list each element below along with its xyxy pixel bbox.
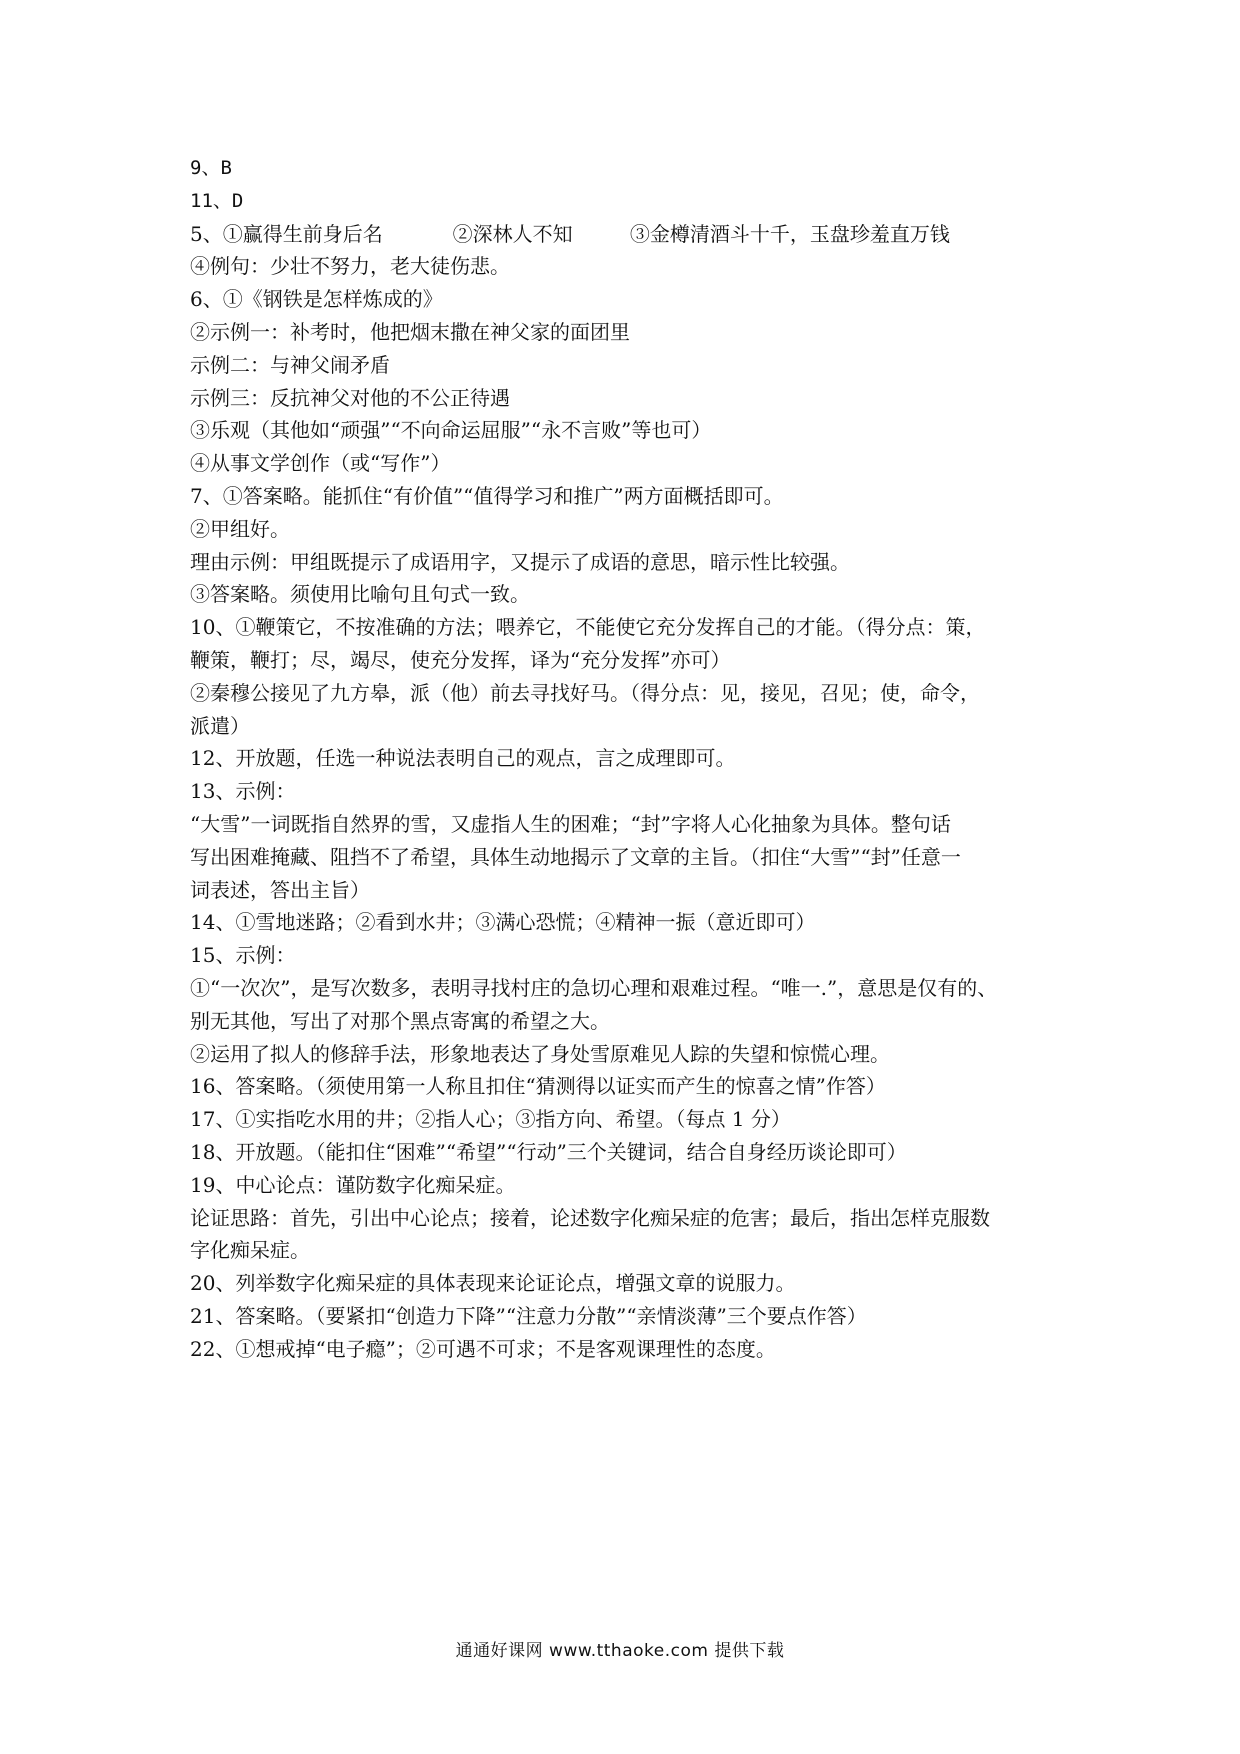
- answer-line: 鞭策，鞭打；尽，竭尽，使充分发挥，译为“充分发挥”亦可）: [190, 647, 731, 672]
- answer-line: 15、示例：: [190, 943, 296, 968]
- answer-line: 12、开放题，任选一种说法表明自己的观点，言之成理即可。: [190, 746, 736, 771]
- answer-line: 22、①想戒掉“电子瘾”；②可遇不可求；不是客观课理性的态度。: [190, 1336, 776, 1361]
- answer-line: ②示例一：补考时，他把烟末撒在神父家的面团里: [190, 319, 630, 344]
- answer-line: 写出困难掩藏、阻挡不了希望，具体生动地揭示了文章的主旨。（扣住“大雪”“封”任意一: [190, 844, 961, 869]
- page-footer: 通通好课网 www.tthaoke.com 提供下载: [455, 1641, 785, 1661]
- answer-line: ③乐观（其他如“顽强”“不向命运屈服”“永不言败”等也可）: [190, 418, 712, 443]
- answer-key: [190, 152, 1070, 1365]
- answer-line: ④例句：少壮不努力，老大徒伤悲。: [190, 254, 510, 279]
- answer-line: 17、①实指吃水用的井；②指人心；③指方向、希望。（每点 1 分）: [190, 1107, 791, 1132]
- answer-line: 14、①雪地迷路；②看到水井；③满心恐慌；④精神一振（意近即可）: [190, 910, 816, 935]
- answer-line: 13、示例：: [190, 779, 296, 804]
- answer-line: 21、答案略。（要紧扣“创造力下降”“注意力分散”“亲情淡薄”三个要点作答）: [190, 1303, 867, 1328]
- answer-line: 11、D: [190, 189, 244, 212]
- answer-line: 5、①赢得生前身后名 ②深林人不知 ③金樽清酒斗十千，玉盘珍羞直万钱: [190, 221, 950, 246]
- answer-line: ④从事文学创作（或“写作”）: [190, 451, 451, 476]
- answer-line: 理由示例：甲组既提示了成语用字，又提示了成语的意思，暗示性比较强。: [190, 549, 850, 574]
- answer-line: 6、①《钢铁是怎样炼成的》: [190, 287, 443, 312]
- answer-line: 16、答案略。（须使用第一人称且扣住“猜测得以证实而产生的惊喜之情”作答）: [190, 1074, 886, 1099]
- answer-line: 18、开放题。（能扣住“困难”“希望”“行动”三个关键词，结合自身经历谈论即可）: [190, 1139, 907, 1164]
- answer-line: 词表述，答出主旨）: [190, 877, 370, 902]
- answer-line: 论证思路：首先，引出中心论点；接着，论述数字化痴呆症的危害；最后，指出怎样克服数: [190, 1205, 990, 1230]
- answer-line: ①“一次次”，是写次数多，表明寻找村庄的急切心理和艰难过程。“唯一.”，意思是仅有的、: [190, 975, 998, 1000]
- answer-line: 字化痴呆症。: [190, 1238, 310, 1263]
- answer-line: 示例三：反抗神父对他的不公正待遇: [190, 385, 510, 410]
- answer-line: 19、中心论点：谨防数字化痴呆症。: [190, 1172, 516, 1197]
- answer-line: 20、列举数字化痴呆症的具体表现来论证论点，增强文章的说服力。: [190, 1271, 796, 1296]
- answer-line: 7、①答案略。能抓住“有价值”“值得学习和推广”两方面概括即可。: [190, 483, 784, 508]
- answer-line: 9、B: [190, 157, 232, 179]
- answer-line: 10、①鞭策它，不按准确的方法；喂养它，不能使它充分发挥自己的才能。（得分点：策，: [190, 615, 986, 640]
- answer-line: ②秦穆公接见了九方皋，派（他）前去寻找好马。（得分点：见，接见，召见；使，命令，: [190, 680, 980, 705]
- answer-line: “大雪”一词既指自然界的雪，又虚指人生的困难；“封”字将人心化抽象为具体。整句话: [190, 811, 951, 836]
- answer-line: 别无其他，写出了对那个黑点寄寓的希望之大。: [190, 1008, 610, 1033]
- answer-line: 派遣）: [190, 713, 250, 738]
- answer-line: ③答案略。须使用比喻句且句式一致。: [190, 582, 530, 607]
- answer-line: ②运用了拟人的修辞手法，形象地表达了身处雪原难见人踪的失望和惊慌心理。: [190, 1041, 890, 1066]
- answer-line: 示例二：与神父闹矛盾: [190, 352, 390, 377]
- answer-line: ②甲组好。: [190, 516, 290, 541]
